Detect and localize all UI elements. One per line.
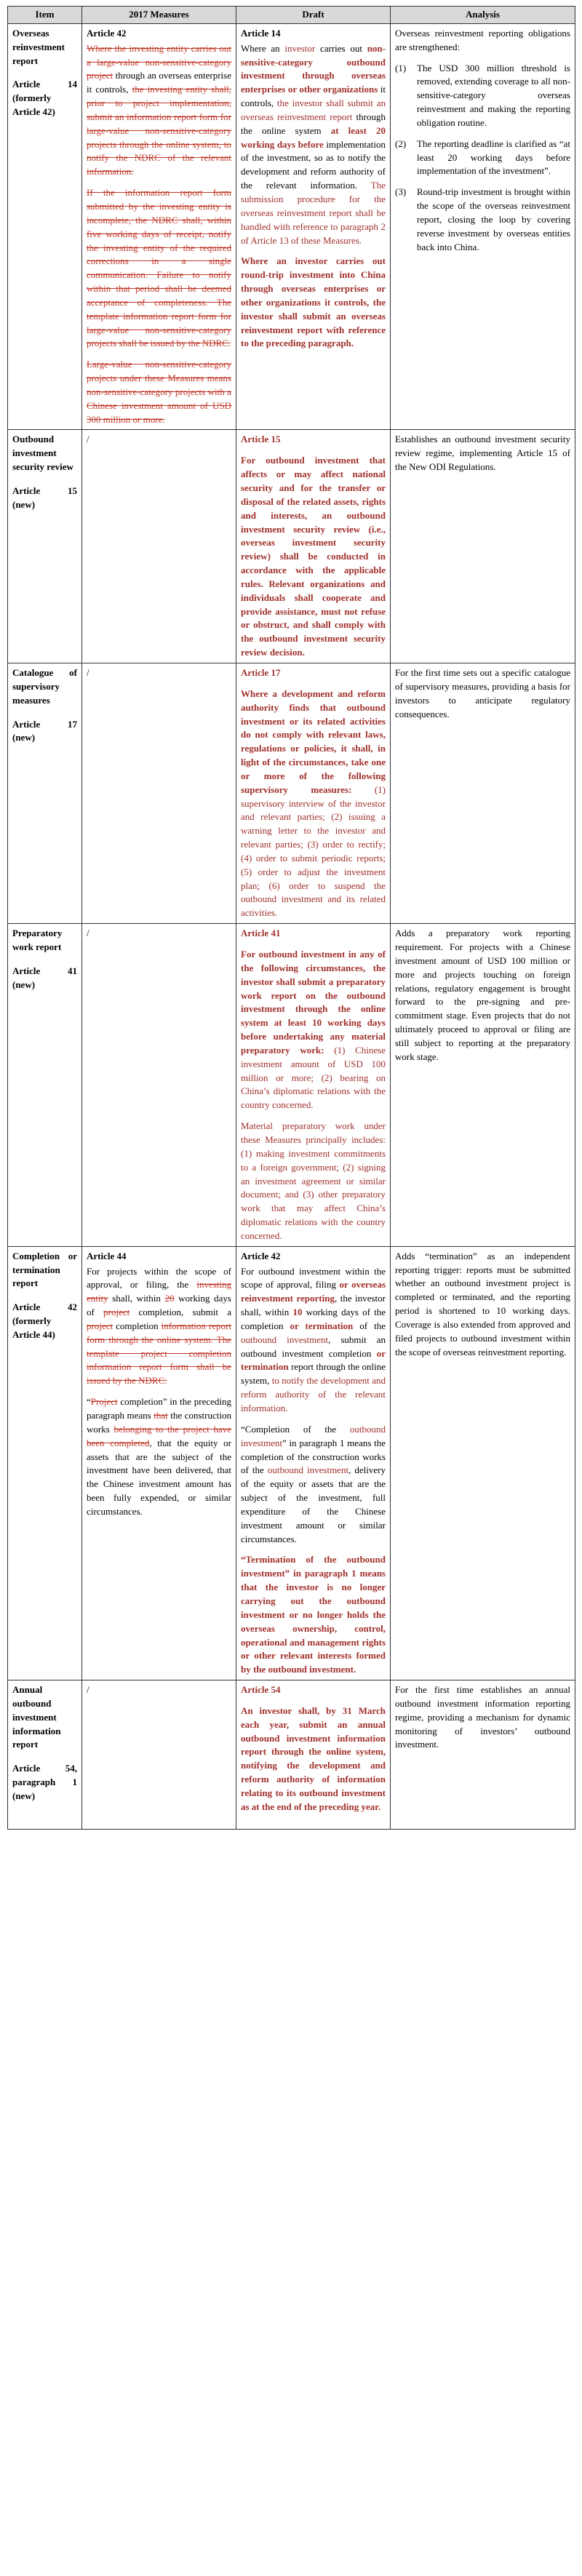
- retained-text: , the investor shall, within: [241, 1293, 386, 1318]
- analysis-point: [395, 137, 570, 179]
- item-title: Annual outbound investment information report: [12, 1684, 61, 1750]
- measures-cell: [82, 1246, 236, 1680]
- deleted-text: information report form through the online system. The template project completion information report form shall be issued by the NDRC.: [87, 1320, 231, 1387]
- item-article-label: Article: [12, 485, 41, 496]
- table-row: [8, 1680, 575, 1830]
- analysis-point-number: (3): [395, 186, 407, 198]
- analysis-text: Establishes an outbound investment security review regime, implementing Article 15 of the New ODI Regulations.: [395, 434, 570, 473]
- analysis-point-text: The reporting deadline is clarified as “at least 20 working days before implementation of the investment”.: [417, 137, 570, 177]
- header-draft: Draft: [236, 7, 391, 24]
- measures-paragraph-deleted: If the information report form submitted by the investing entity is incomplete, the NDRC shall, within five working days of receipt, notify the investing entity of the required corrections in a single communication. Failure to notify within that period shall be deemed acceptance of completeness. The template information report form for large-value non-sensitive-category projects shall be issued by the NDRC.: [87, 187, 231, 349]
- draft-heading: Article 15: [241, 434, 281, 445]
- deleted-text: project: [87, 1320, 113, 1331]
- measures-cell-empty: /: [82, 663, 236, 923]
- retained-text: completion, submit a: [129, 1307, 231, 1318]
- item-subtitle: (formerly Article 42): [12, 92, 55, 118]
- deleted-text: that: [154, 1410, 168, 1421]
- analysis-point-text: The USD 300 million threshold is removed, extending coverage to all non-sensitive-category overseas reinvestment and making the reporting obligation routine.: [417, 62, 570, 128]
- analysis-cell: [391, 23, 575, 430]
- draft-paragraph-added: For outbound investment that affects or may affect national security and for the transfer or disposal of the related assets, rights and interests, an outbound investment security review (i.e., overseas investment security review) shall be conducted in accordance with the applicable rules. Relevant organizations and individuals shall cooperate and provide assistance, must not refuse or obstruct, and shall comply with the outbound investment security review decision.: [241, 455, 386, 658]
- analysis-point: [395, 186, 570, 254]
- item-subtitle: (new): [12, 978, 36, 990]
- draft-cell: [236, 23, 391, 430]
- retained-text: Where an: [241, 42, 285, 54]
- item-article-label: Article: [12, 1301, 41, 1313]
- retained-text: through an overseas enterprise it controls,: [87, 70, 231, 95]
- added-text: at least 20 working days before: [241, 124, 386, 150]
- header-row: [8, 7, 575, 24]
- analysis-points: [395, 62, 570, 255]
- retained-text: ” in paragraph 1 means the completion of the construction works of the: [241, 1437, 386, 1476]
- draft-heading: Article 17: [241, 666, 281, 678]
- retained-text: through the online system: [241, 111, 386, 136]
- draft-cell: [236, 924, 391, 1247]
- comparison-table: [7, 6, 575, 1830]
- item-cell: [8, 23, 82, 430]
- retained-text: For outbound investment within the scope of approval, filing: [241, 1265, 386, 1291]
- draft-paragraph-added: “Termination of the outbound investment” in paragraph 1 means that the investor is no longer carrying out the outbound investment or no longer holds the overseas ownership, control, operational and management rights or other relevant interests formed by the outbound investment.: [241, 1554, 386, 1675]
- item-article-label: Article: [12, 1763, 41, 1774]
- deleted-text: investing entity: [87, 1279, 231, 1304]
- draft-text-added: For outbound investment in any of the following circumstances, the investor shall submit a preparatory work report on the outbound investment through the online system at least 10 working days before undertaking any material preparatory work:: [241, 949, 386, 1056]
- retained-text: For projects within the scope of approval, or filing, the: [87, 1265, 231, 1291]
- added-text: outbound investment: [241, 1423, 386, 1448]
- measures-cell-empty: /: [82, 430, 236, 663]
- analysis-text: Adds a preparatory work reporting requirement. For projects with a Chinese investment amount of USD 100 million or more and projects touching on foreign relations, regulatory engagement is brought forward to the pre-signing and pre-commitment stage. Even projects that do not ultimately proceed to approval or filing are still subject to reporting at the preparatory work stage.: [395, 928, 570, 1062]
- header-analysis: Analysis: [391, 7, 575, 24]
- draft-paragraph-added: An investor shall, by 31 March each year, submit an annual outbound investment information report through the online system, notifying the development and reform authority of information relating to its outbound investment as at the end of the preceding year.: [241, 1704, 386, 1812]
- item-article-number: 15: [68, 485, 77, 496]
- analysis-point: [395, 62, 570, 130]
- measures-paragraph: [87, 1265, 231, 1389]
- measures-paragraph: [87, 1395, 231, 1519]
- table-row: [8, 23, 575, 430]
- retained-text: shall, within: [108, 1293, 165, 1304]
- measures-heading: Article 42: [87, 27, 127, 39]
- retained-text: it controls,: [241, 84, 386, 109]
- item-title: Overseas reinvestment report: [12, 27, 65, 66]
- analysis-point-number: (2): [395, 137, 407, 149]
- draft-heading: Article 14: [241, 27, 281, 39]
- retained-text: the construction works: [87, 1410, 231, 1435]
- deleted-text: the investing entity shall, prior to project implementation, submit an information report form for large-value non-sensitive-category projects through the online system, to notify the NDRC of the relevant information.: [87, 84, 231, 178]
- deleted-text: belonging to the project have been completed: [87, 1423, 231, 1448]
- added-text: or termination: [241, 1347, 386, 1373]
- measures-paragraph: [87, 42, 231, 179]
- draft-paragraph-added: Where an investor carries out round-trip investment into China through overseas enterprises or other organizations it controls, the investor shall submit an overseas reinvestment report with reference to the preceding paragraph.: [241, 255, 386, 349]
- measures-heading: Article 44: [87, 1250, 127, 1261]
- retained-text: , delivery of the equity or assets that are the subject of the investment, full expenditure of the Chinese investment amount or similar circumstances.: [241, 1464, 386, 1544]
- retained-text: working days of the completion: [241, 1307, 386, 1331]
- analysis-point-text: Round-trip investment is brought within the scope of the overseas reinvestment report, closing the loop by covering reverse investment by overseas entities back into China.: [417, 186, 570, 252]
- added-text: investor: [284, 42, 316, 54]
- item-article-label: Article: [12, 718, 41, 730]
- retained-text: carries out: [315, 42, 367, 54]
- draft-paragraph: [241, 1265, 386, 1416]
- draft-text-added: (1) Chinese investment amount of USD 100 million or more; (2) bearing on China’s diplomatic relations with the country concerned.: [241, 1044, 386, 1111]
- item-subtitle: paragraph 1 (new): [12, 1777, 77, 1801]
- retained-text: “: [87, 1396, 91, 1408]
- analysis-cell: [391, 924, 575, 1247]
- added-text: outbound investment: [241, 1333, 329, 1345]
- retained-text: working days of: [87, 1293, 231, 1318]
- measures-cell-empty: /: [82, 924, 236, 1247]
- draft-paragraph: [241, 687, 386, 920]
- table-row: [8, 924, 575, 1247]
- header-item: Item: [8, 7, 82, 24]
- retained-text: , that the equity or assets that are the subject of the investment have been delivered, that the Chinese investment amount has been fully expended, or similar circumstances.: [87, 1437, 231, 1517]
- item-cell: [8, 1246, 82, 1680]
- table-row: [8, 1246, 575, 1680]
- draft-heading: Article 41: [241, 928, 281, 939]
- draft-paragraph: [241, 42, 386, 248]
- measures-paragraph-deleted: Large-value non-sensitive-category projects under these Measures means non-sensitive-category projects with a Chinese investment amount of USD 300 million or more.: [87, 359, 231, 425]
- analysis-text: Adds “termination” as an independent reporting trigger: reports must be submitted whether an outbound investment project is completed or terminated, and the reporting period is shortened to 10 working days. Coverage is also extended from approved and filed projects to outbound investment within the scope of overseas reinvestment reporting.: [395, 1250, 570, 1357]
- deleted-text: Where the investing entity carries out a large-value non-sensitive-category project: [87, 42, 231, 81]
- measures-cell: [82, 23, 236, 430]
- added-text: the investor shall submit an overseas reinvestment report: [241, 97, 386, 122]
- added-text: The submission procedure for the overseas reinvestment report shall be handled with reference to paragraph 2 of Article 13 of these Measures.: [241, 180, 386, 246]
- draft-paragraph: [241, 1423, 386, 1547]
- table-row: [8, 663, 575, 923]
- item-subtitle: (new): [12, 498, 36, 510]
- deleted-text: Project: [90, 1396, 118, 1408]
- draft-cell: [236, 663, 391, 923]
- retained-text: completion: [113, 1320, 162, 1331]
- added-text: non-sensitive-category outbound investment through overseas enterprises or other organizations: [241, 42, 386, 95]
- measures-cell-empty: /: [82, 1680, 236, 1830]
- header-2017-measures: 2017 Measures: [82, 7, 236, 24]
- item-title: Catalogue of supervisory measures: [12, 666, 77, 706]
- item-article-number: 42: [68, 1301, 77, 1313]
- draft-paragraph-added: Material preparatory work under these Measures principally includes: (1) making investment commitments to a foreign government; (2) signing an investment agreement or similar document; and (3) other preparatory work that may affect China’s diplomatic relations with the country concerned.: [241, 1120, 386, 1241]
- item-title: Outbound investment security review: [12, 434, 73, 473]
- item-title: Completion or termination report: [12, 1250, 77, 1289]
- deleted-text: project: [103, 1307, 130, 1318]
- draft-heading: Article 54: [241, 1684, 281, 1696]
- draft-cell: [236, 430, 391, 663]
- item-title: Preparatory work report: [12, 928, 63, 952]
- retained-text: implementation of the investment, so as to notify the development and reform authority of the relevant information.: [241, 138, 386, 191]
- item-subtitle: (new): [12, 732, 36, 743]
- item-subtitle: (formerly Article 44): [12, 1315, 55, 1340]
- retained-text: “Completion of the: [241, 1423, 350, 1435]
- draft-cell: [236, 1246, 391, 1680]
- analysis-text: For the first time establishes an annual outbound investment information reporting regime, providing a mechanism for dynamic monitoring of investors’ outbound investment.: [395, 1684, 570, 1750]
- draft-paragraph: [241, 948, 386, 1112]
- item-cell: [8, 924, 82, 1247]
- retained-text: of the: [353, 1320, 386, 1331]
- added-text: outbound investment: [267, 1464, 349, 1476]
- analysis-cell: [391, 430, 575, 663]
- analysis-text: For the first time sets out a specific catalogue of supervisory measures, providing a basis for investors to anticipate regulatory consequences.: [395, 666, 570, 719]
- item-article-number: 17: [68, 718, 77, 730]
- item-article-number: 41: [68, 965, 77, 976]
- draft-cell: [236, 1680, 391, 1830]
- retained-text: report through the online system,: [241, 1361, 386, 1387]
- deleted-text: 20: [164, 1293, 175, 1304]
- item-cell: [8, 430, 82, 663]
- item-article-label: Article: [12, 965, 41, 976]
- table-row: [8, 430, 575, 663]
- added-text: or termination: [290, 1320, 354, 1331]
- item-article-number: 14: [68, 79, 77, 90]
- item-article-number: 54,: [65, 1763, 77, 1774]
- analysis-cell: [391, 663, 575, 923]
- retained-text: completion” in the preceding paragraph means: [87, 1396, 231, 1421]
- retained-text: , submit an outbound investment completion: [241, 1333, 386, 1359]
- analysis-cell: [391, 1246, 575, 1680]
- item-article-label: Article: [12, 79, 41, 90]
- analysis-point-number: (1): [395, 62, 407, 73]
- draft-heading: Article 42: [241, 1250, 281, 1261]
- draft-text-added: Where a development and reform authority finds that outbound investment or its related activities do not comply with relevant laws, regulations or policies, it shall, in light of the circumstances, take one or more of the following supervisory measures:: [241, 687, 386, 795]
- analysis-cell: [391, 1680, 575, 1830]
- analysis-intro: Overseas reinvestment reporting obligations are strengthened:: [395, 27, 570, 52]
- item-cell: [8, 1680, 82, 1830]
- item-cell: [8, 663, 82, 923]
- draft-text-added: (1) supervisory interview of the investor and relevant parties; (2) issuing a warning letter to the investor and relevant parties; (3) order to rectify; (4) order to submit periodic reports; (5) order to adjust the investment plan; (6) order to suspend the outbound investment and its related activities.: [241, 783, 386, 919]
- added-text: to notify the development and reform authority of the relevant information.: [241, 1375, 386, 1413]
- added-text: 10: [292, 1307, 303, 1318]
- added-text: or overseas reinvestment reporting: [241, 1279, 386, 1304]
